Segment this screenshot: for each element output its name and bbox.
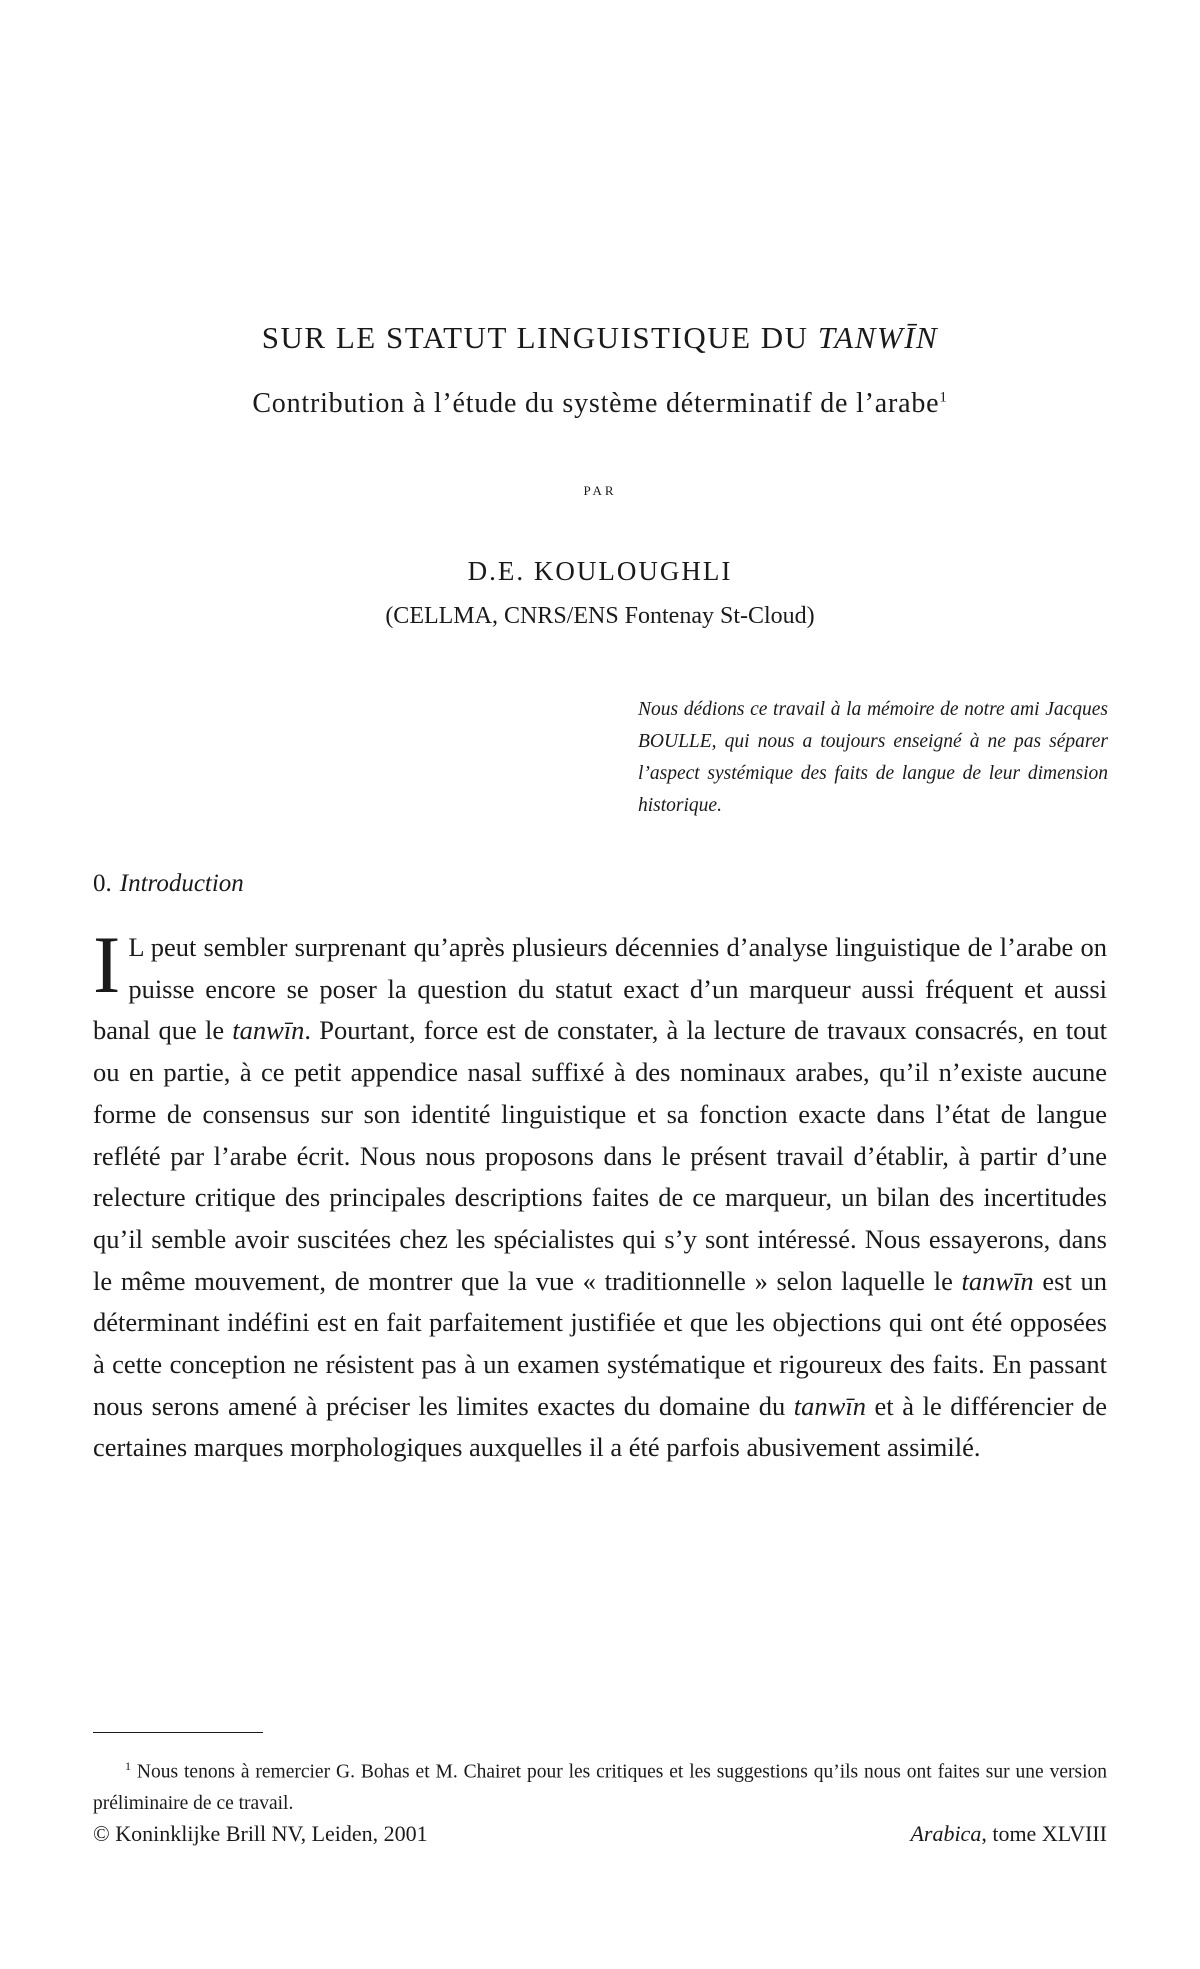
journal-reference (910, 1821, 1107, 1847)
author-name: D.E. KOULOUGHLI (467, 556, 733, 586)
footnote-text: Nous tenons à remercier G. Bohas et M. Chairet pour les critiques et les suggestions qu’ils nous ont faites sur une version préliminaire de ce travail. (93, 1761, 1108, 1814)
body-segment-3: est un déterminant indéfini est en fait parfaitement justifiée et que les objections qui ont été opposées à cette conception ne résistent pas à un examen systématique et rigoureux des faits. En passant nous serons amené à préciser les limites exactes du domaine du (93, 1265, 1108, 1421)
copyright-notice: © Koninklijke Brill NV, Leiden, 2001 (93, 1821, 428, 1846)
footnote-separator (93, 1732, 263, 1733)
body-segment-4: et à le différencier de certaines marques morphologiques auxquelles il a été parfois abusivement assimilé. (93, 1390, 1107, 1463)
journal-name: Arabica (910, 1821, 982, 1846)
footnote (93, 1751, 1107, 1819)
subtitle-footnote-ref: 1 (939, 389, 948, 406)
term-tanwin-2: tanwīn (961, 1265, 1034, 1296)
drop-cap: I (93, 919, 121, 1010)
section-number: 0. (93, 870, 112, 897)
term-tanwin-3: tanwīn (793, 1390, 866, 1421)
title-main: SUR LE STATUT LINGUISTIQUE DU (261, 320, 809, 355)
title-term: TANWĪN (817, 320, 939, 355)
author-affiliation: (CELLMA, CNRS/ENS Fontenay St-Cloud) (385, 603, 815, 629)
footnote-marker: 1 (125, 1759, 131, 1773)
article-subtitle (0, 388, 1200, 420)
section-title: Introduction (119, 870, 244, 897)
section-heading (93, 870, 244, 898)
dedication: Nous dédions ce travail à la mémoire de notre ami Jacques BOULLE, qui nous a toujours enseigné à ne pas séparer l’aspect systémique des faits de langue de leur dimension historique. (638, 699, 1108, 816)
body-paragraph (93, 919, 1108, 1469)
term-tanwin-1: tanwīn (232, 1015, 305, 1046)
body-segment-2: . Pourtant, force est de constater, à la lecture de travaux consacrés, en tout ou en partie, à ce petit appendice nasal suffixé à des nominaux arabes, qu’il n’existe aucune forme de consensus sur son identité linguistique et sa fonction exacte dans l’état de langue reflété par l’arabe écrit. Nous nous proposons dans le présent travail d’établir, à partir d’une relecture critique des principales descriptions faites de ce marqueur, un bilan des incertitudes qu’il semble avoir suscitées chez les spécialistes qui s’y sont intéressé. Nous essayerons, dans le même mouvement, de montrer que la vue « traditionnelle » selon laquelle le (93, 1015, 1107, 1296)
body-segment-1: L peut sembler surprenant qu’après plusieurs décennies d’analyse linguistique de l’arabe on puisse encore se poser la question du statut exact d’un marqueur aussi fréquent et aussi banal que le (93, 932, 1107, 1046)
subtitle-text: Contribution à l’étude du système déterminatif de l’arabe (252, 388, 940, 419)
journal-volume: , tome XLVIII (981, 1821, 1107, 1846)
par-label: PAR (583, 483, 617, 498)
article-title (0, 320, 1200, 356)
